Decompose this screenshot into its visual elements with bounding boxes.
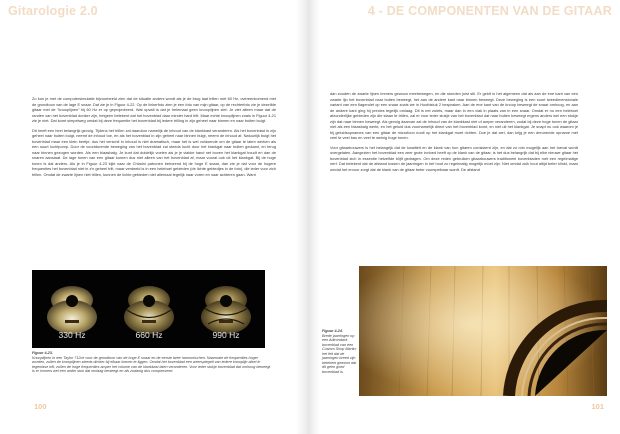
guitar-body-990 xyxy=(201,286,251,334)
right-page-header: 4 - DE COMPONENTEN VAN DE GITAAR xyxy=(367,4,612,18)
frequency-label-990: 990 Hz xyxy=(212,330,240,340)
figure-4-23-photo xyxy=(32,270,265,348)
guitar-body-660 xyxy=(124,286,174,334)
figure-4-24-photo xyxy=(359,266,607,396)
right-page xyxy=(310,0,620,434)
soundboard-grain-illustration xyxy=(359,266,607,396)
right-paragraph-2: Voor gitaarbouwers is het belangrijk dat de kwaliteit en de klank van hun gitaren consistent zijn, en dat zo min mogelijk aan het toeval wordt overgelaten. Aangezien het bovenblad een zeer grote invloed heeft op de klank van de gitaar, is het dus belangrijk dat bij elke nieuwe gitaar het bovenblad zich in essentie hetzelfde blijft gedragen. Om deze reden gebruiken gitaarbouwers traditioneel bovenbladen met een regelmatige nerf. Dat betekent dat de afstand tussen de jaarringen in het hout zo regelmatig mogelijk moet zijn. Niet omdat zulk hout altijd beter klinkt, maar omdat het ervoor zorgt dat de klank van de gitaar beter voorspelbaar wordt. De afstand xyxy=(330,144,578,172)
frequency-label-660: 660 Hz xyxy=(135,330,163,340)
left-page-body xyxy=(32,96,276,181)
figure-4-23-caption-text: Knooplijnen in een Taylor 712ce voor de grondtoon van de hoge E snaar en de eerste twee harmonischen. Naarmate de frequenties hoger worden, zullen de knooplijnen steeds dichter bij elkaar komen te liggen. Omdat het bovenblad een weerspiegelt van iedere knooplijn afzet in tegenfase trilt, zullen de hoge frequenties amper het volume van de klankkast laten veranderen. Voor ieder stukje bovenblad dat omhoog beweegt is er immers wel een ander stuk dat omlaag beweegt en als zodanig dus compenseert. xyxy=(32,355,271,373)
left-paragraph-2: Dit heeft een heel belangrijk gevolg. Tijdens het trillen zal daardoor namelijk de inhoud van de klankkast veranderen. Als het bovenblad in zijn geheel naar buiten buigt, neemt de inhoud toe, en als het bovenblad in zijn geheel naar binnen buigt, neemt de inhoud af. Natuurlijk buigt het bovenblad maar een klein beetje, dus het verschil in inhoud is niet dramatisch, maar het is wel voldoende om de gitaar te laten werken als een soort luchtpomp. Door de voortdurende beweging van het bovenblad zal steeds lucht door het klankgat naar buiten geduwd, en terug naar binnen gezogen worden. Als een blaasbalg. Je kunt dat duidelijk voelen als je je vlakke hand net boven het klankgat houdt en dan de snaren aanslaat. De lage tonen van een gitaar komen dus niet alleen van het bovenblad af, maar vooral ook uit het klankgat. Bij de hoge tonen is dat anders. Als je in Figuur 4-23 kijkt naar de Chladni patronen behorend bij de hoge E snaar, dan zie je dat voor de hogere frequenties het bovenblad niet in z'n geheel trilt, maar verdeeld is in een heleboel gebieden (de lichte gebiedjes in de foto), die ieder voor zich trillen. Omdat de zwarte lijnen niet trillen, kunnen de lichte gebieden niet allemaal tegelijk naar voren en naar achteren gaan. Want xyxy=(32,127,276,177)
figure-4-24-caption-text: Brede jaarringen op een Adirondack bovenblad van een Custom Shop Martin; het feit dat de jaarringen breed zijn betekent gewoon dat dit geen goed bovenblad is. xyxy=(322,333,357,374)
figure-4-23-caption-title: Figuur 4-23. xyxy=(32,351,53,355)
right-paragraph-1: dan zouden de zwarte lijnen immers gewoon meebewegen, en die stonden juist stil. Er geldt in het algemeen dat als aan de ene kant van een zwarte lijn het bovenblad naar buiten beweegt, het aan de andere kant naar binnen beweegt. Deze beweging is een soort tweedimensionale variant van een flagerolet op een snaar zoals we in Hoofdstuk 2 bespraken. Aan de ene kant van de knoop beweegt de snaar omhoog, en aan de andere kant ging hij precies tegelijk omlaag. Dit is net zoiets, maar dan in een vlak in plaats van in een snaar. Omdat er nu een heleboel afzonderlijke gebieden zijn die staan te trillen, zal er voor ieder stukje van het bovenblad dat naar buiten beweegt ergens anders wel een stukje zijn dat naar binnen beweegt. Als gevolg daarvan zal de inhoud van de klankkast niet of amper veranderen, zodat bij deze hoge tonen de gitaar niet als een blaasbalg werkt, en het geluid dus voornamelijk direct van het bovenblad komt, en niet uit het klankgat. Je snapt nu ook waarom je bij geluidsopnames van een gitaar de microfoon nooit op het klankgat moet richten. Doe je dat wel, dan krijg je een dreunende opname met veel te veel bas en veel te weinig hoge tonen. xyxy=(330,91,578,141)
left-page-header: Gitarologie 2.0 xyxy=(8,4,98,18)
guitar-body-330 xyxy=(47,286,97,334)
figure-4-23-caption xyxy=(32,351,272,374)
page-number-left: 100 xyxy=(34,402,47,411)
frequency-label-330: 330 Hz xyxy=(58,330,86,340)
figure-4-24-caption-title: Figuur 4-24. xyxy=(322,329,343,333)
figure-4-24-caption xyxy=(322,329,358,374)
right-page-body xyxy=(330,91,578,176)
page-number-right: 101 xyxy=(591,402,604,411)
left-paragraph-1: Zo kun je met de computersimulatie bijvoorbeeld zien dat de situatie anders wordt als je de brug laat trillen met 60 Hz, overeenkomend met de grondtoon van de lage E snaar. Dat zie je in Figuur 4-22. Op de linkerfoto zien je een foto van mijn gitaar, op de rechterfoto zie je dezelfde gitaar met de "knooplijnen" bij 60 Hz er op geprojecteerd. Wat opvalt is dat je helemaal geen knooplijnen ziet. Je ziet alleen maar dat de randen van het bovenblad donker zijn, hetgeen betekent dat het bovenblad daar minder hard trilt. Maar echte knooplijnen zoals in Figuur 4-21 zie je niet. Dat komt simpelweg omdat bij deze frequentie het bovenblad bij iedere trilling in zijn geheel naar binnen en naar buiten buigt. xyxy=(32,96,276,124)
